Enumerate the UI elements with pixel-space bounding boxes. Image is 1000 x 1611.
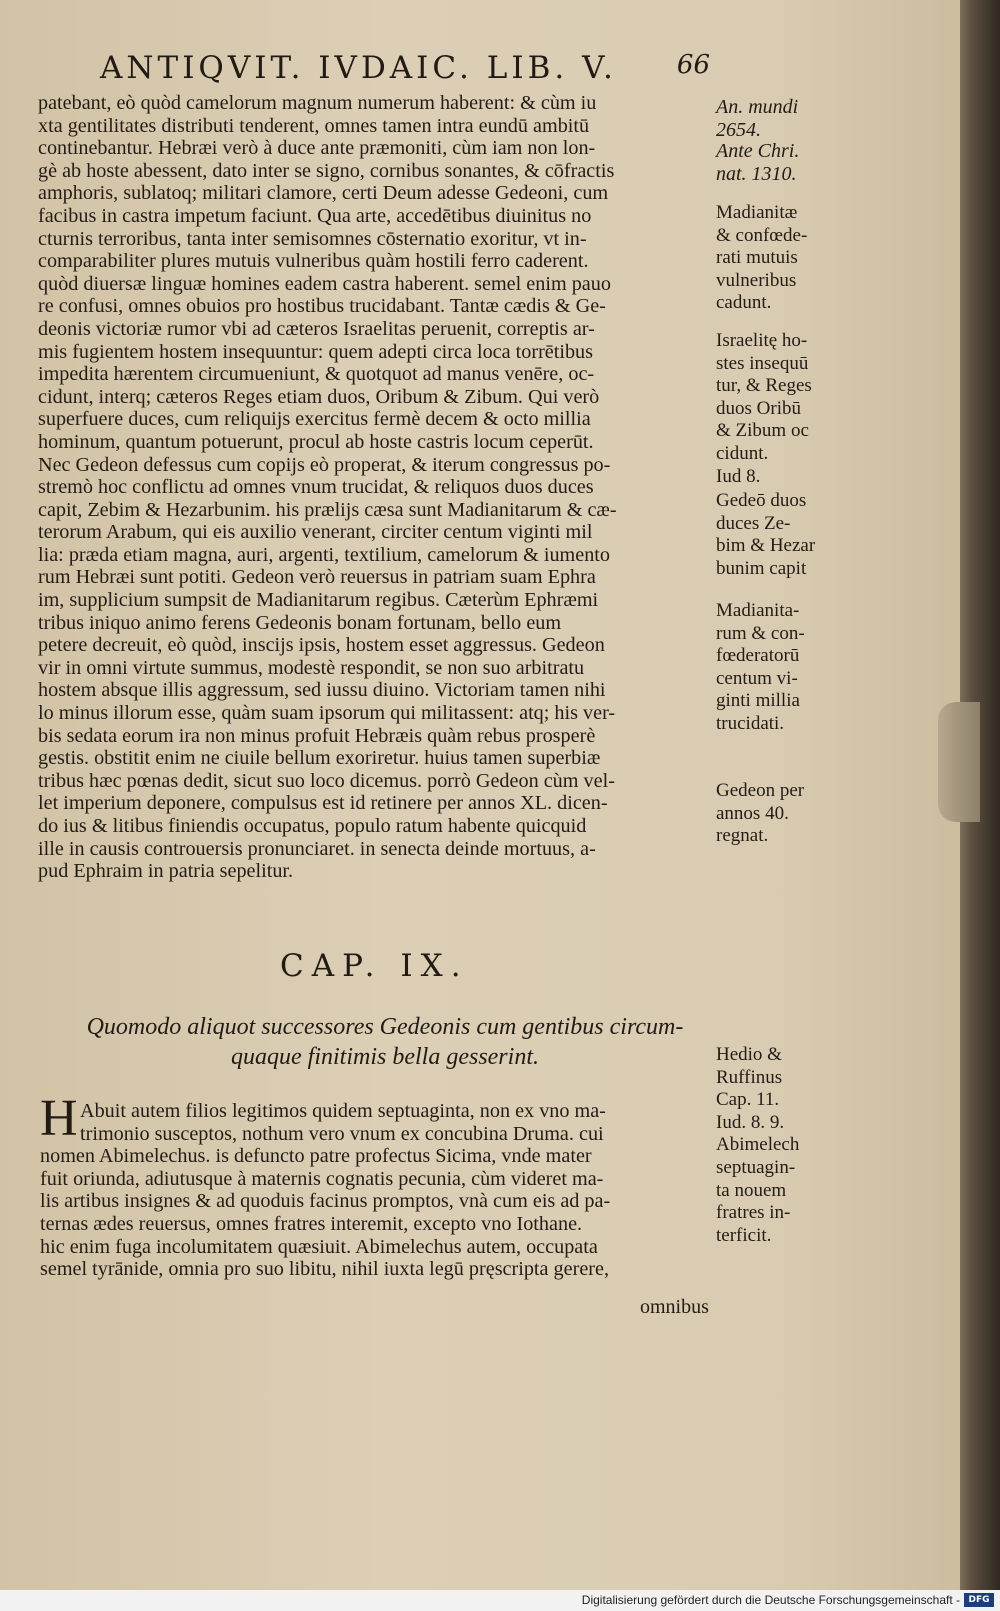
margin-note [716, 600, 824, 736]
text-line: re confusi, omnes obuios pro hostibus trucidabant. Tantæ cædis & Ge- [38, 295, 606, 318]
margin-note [716, 96, 824, 141]
text-line: lia: præda etiam magna, auri, argenti, textilium, camelorum & iumento [38, 543, 611, 566]
text-line: amphoris, sublatoq; militari clamore, certi Deum adesse Gedeoni, cum [38, 182, 609, 205]
margin-note-line: & confœde- [716, 224, 808, 246]
margin-note-line: fratres in- [716, 1202, 791, 1224]
main-text-block [38, 92, 710, 883]
margin-note-line: bim & Hezar [716, 535, 816, 557]
running-head-title: ANTIQVIT. IVDAIC. LIB. V. [100, 50, 617, 86]
margin-note-line: Iud. 8. 9. [716, 1111, 785, 1133]
margin-note [716, 202, 824, 315]
catchword: omnibus [640, 1296, 709, 1318]
margin-note [716, 330, 824, 488]
margin-note-line: rum & con- [716, 622, 805, 644]
margin-note-line: vulneribus [716, 269, 797, 291]
margin-note [716, 490, 824, 580]
text-line: cturnis terroribus, tanta inter semisomnes cōsternatio exoritur, vt in- [38, 227, 587, 250]
text-line: capit, Zebim & Hezarbunim. his prælijs cæsa sunt Madianitarum & cæ- [38, 498, 617, 521]
text-line: vir in omni virtute summus, modestè respondit, se non suo arbitratu [38, 656, 585, 679]
digitization-footer [0, 1590, 1000, 1611]
text-line: xta gentilitates distributi tenderent, omnes tamen intra eundū ambitū [38, 114, 590, 137]
drop-capital: H [40, 1090, 78, 1147]
margin-note-line: cidunt. [716, 442, 769, 464]
text-line: superfuere duces, cum reliquijs exercitus fermè decem & octo millia [38, 408, 591, 431]
text-line: continebantur. Hebræi verò à duce ante præmoniti, cùm iam non lon- [38, 137, 596, 160]
margin-note-line: cadunt. [716, 292, 772, 314]
text-line: quòd diuersæ linguæ homines eadem castra haberent. semel enim pauo [38, 272, 611, 295]
margin-note-line: ginti millia [716, 690, 800, 712]
margin-note-line: Ante Chri. [716, 140, 800, 162]
margin-note-line: regnat. [716, 825, 769, 847]
text-line: hostem absque illis aggressum, sed iussu diuino. Victoriam tamen nihi [38, 679, 606, 702]
text-line: hic enim fuga incolumitatem quæsiuit. Abimelechus autem, occupata [40, 1235, 598, 1258]
margin-note-line: Israelitę ho- [716, 330, 808, 351]
margin-note-line: bunim capit [716, 557, 807, 579]
text-line: facibus in castra impetum faciunt. Qua arte, accedētibus diuinitus no [38, 204, 592, 227]
margin-note [716, 140, 824, 185]
margin-note-line: ta nouem [716, 1179, 787, 1201]
margin-note-line: 2654. [716, 118, 761, 141]
margin-note-line: nat. 1310. [716, 162, 797, 185]
text-line: patebant, eò quòd camelorum magnum numerum haberent: & cùm iu [38, 92, 597, 114]
text-line: lis artibus insignes & ad quoduis facinus promptos, vnà cum eis ad pa- [40, 1190, 611, 1213]
text-line: Nec Gedeon defessus cum copijs eò properat, & iterum congressus po- [38, 453, 611, 476]
text-line: comparabiliter plures mutuis vulneribus quàm hostili ferro caderent. [38, 250, 589, 273]
margin-note-line: terficit. [716, 1224, 772, 1246]
text-line: do ius & litibus finiendis occupatus, populo ratum habente quicquid [38, 815, 587, 837]
margin-note-line: centum vi- [716, 667, 798, 689]
text-line: im, supplicium sumpsit de Madianitarum regibus. Cæterùm Ephræmi [38, 589, 599, 612]
dfg-logo-icon: DFG [964, 1593, 994, 1607]
margin-note-line: Cap. 11. [716, 1089, 780, 1111]
chapter-heading: CAP. IX. [280, 948, 469, 984]
margin-note-line: Ruffinus [716, 1066, 783, 1088]
margin-note-line: annos 40. [716, 802, 789, 824]
margin-note [716, 780, 824, 848]
margin-note-line: trucidati. [716, 712, 785, 734]
margin-note-line: Iud 8. [716, 465, 761, 487]
margin-note-line: rati mutuis [716, 247, 798, 269]
text-line: gè ab hoste abessent, dato inter se signo, cornibus sonantes, & cōfractis [38, 159, 615, 182]
text-line: petere decreuit, eò quòd, inscijs ipsis, hostem esset aggressus. Gedeon [38, 634, 605, 657]
margin-note-line: stes insequū [716, 352, 809, 374]
text-line: mis fugientem hostem insequuntur: quem adepti circa loca torrētibus [38, 340, 594, 363]
text-line: gestis. obstitit enim ne ciuile bellum exoriretur. huius tamen superbiæ [38, 747, 601, 770]
text-line: ille in causis controuersis pronunciaret. in senecta deinde mortuus, a- [38, 837, 596, 860]
text-line: quaque finitimis bella gesserint. [231, 1044, 539, 1070]
margin-note-line: Hedio & [716, 1044, 782, 1065]
margin-note-line: Madianita- [716, 600, 800, 621]
clasp-tab [938, 702, 980, 822]
margin-note-line: Gedeō duos [716, 490, 807, 511]
text-line: let imperium deponere, compulsus est id retinere per annos XL. dicen- [38, 792, 608, 815]
text-line: tribus hæc pœnas dedit, sicut suo loco dicemus. porrò Gedeon cùm vel- [38, 769, 615, 792]
text-line: hominum, quantum potuerunt, procul ab hoste castris locum ceperūt. [38, 430, 594, 453]
text-line: semel tyrānide, omnia pro suo libitu, nihil iuxta legū pręscripta gerere, [40, 1258, 610, 1281]
margin-note-line: fœderatorū [716, 645, 800, 667]
text-line: fuit oriunda, adiutusque à maternis cognatis pecunia, cùm videret ma- [40, 1167, 604, 1190]
text-line: Quomodo aliquot successores Gedeonis cum gentibus circum- [86, 1014, 684, 1040]
margin-note-line: Madianitæ [716, 202, 798, 223]
margin-note-line: Gedeon per [716, 780, 805, 801]
chapter-subtitle [60, 1012, 710, 1072]
text-line: rum Hebræi sunt potiti. Gedeon verò reuersus in patriam suam Ephra [38, 566, 596, 589]
margin-note-line: tur, & Reges [716, 375, 812, 397]
text-line: terorum Arabum, qui eis auxilio venerant, circiter centum viginti mil [38, 521, 593, 544]
text-line: nomen Abimelechus. is defuncto patre profectus Sicima, vnde mater [40, 1145, 592, 1168]
text-line: tribus iniquo animo ferens Gedeonis bonam fortunam, bello eum [38, 611, 562, 634]
margin-note-line: Abimelech [716, 1134, 800, 1156]
margin-note-line: duos Oribū [716, 397, 801, 419]
text-line: impedita hærentem circumueniunt, & quotquot ad manus venēre, oc- [38, 363, 595, 386]
margin-note-line: septuagin- [716, 1156, 796, 1178]
folio-number: 66 [676, 50, 710, 80]
footer-credit: Digitalisierung gefördert durch die Deutsche Forschungsgemeinschaft - [581, 1593, 960, 1607]
text-line: trimonio susceptos, nothum vero vnum ex concubina Druma. cui [80, 1122, 604, 1145]
chapter-text-block [40, 1100, 720, 1281]
text-line: stremò hoc conflictu ad omnes vnum trucidat, & reliquos duos duces [38, 476, 594, 499]
text-line: cidunt, interq; cæteros Reges etiam duos, Oribum & Zibum. Qui verò [38, 385, 600, 408]
margin-note-line: duces Ze- [716, 512, 791, 534]
text-line: deonis victoriæ rumor vbi ad cæteros Israelitas peruenit, correptis ar- [38, 317, 595, 340]
text-line: ternas ædes reuersus, omnes fratres interemit, excepto vno Iothane. [40, 1212, 583, 1235]
margin-note-line: & Zibum oc [716, 420, 809, 442]
text-line: bis sedata eorum ira non minus profuit Hebræis quàm rebus prosperè [38, 724, 596, 747]
text-line: pud Ephraim in patria sepelitur. [38, 860, 294, 883]
margin-note-line: An. mundi [716, 96, 799, 118]
margin-note [716, 1044, 824, 1247]
text-line: lo minus illorum esse, quàm suam ipsorum qui militassent: atq; his ver- [38, 702, 616, 725]
text-line: Abuit autem filios legitimos quidem septuaginta, non ex vno ma- [80, 1100, 606, 1122]
